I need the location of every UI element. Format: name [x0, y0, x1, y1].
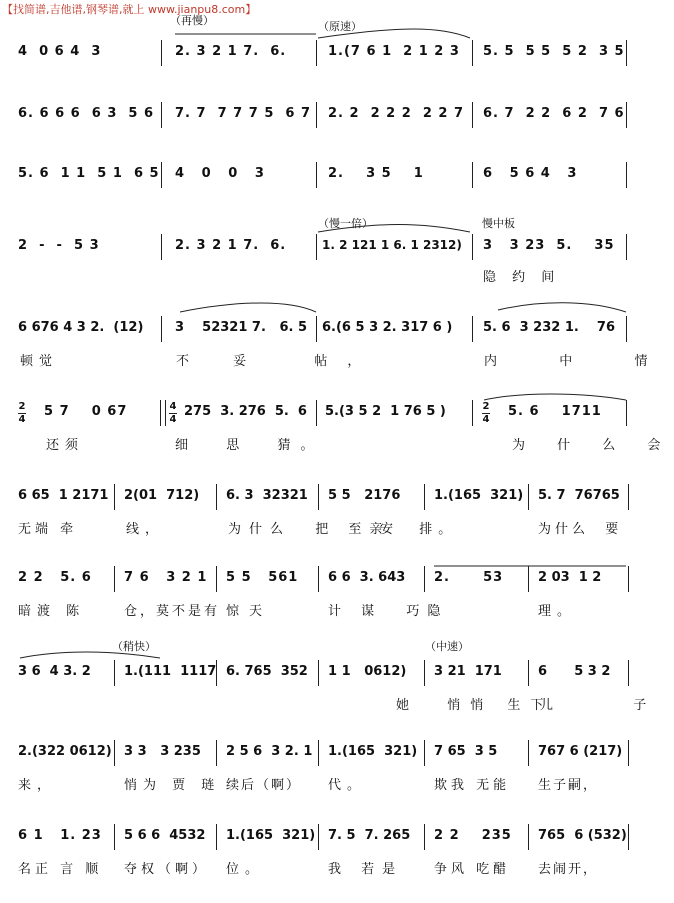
score-row-11 — [0, 828, 640, 878]
tempo-mark-half: （慢一倍） — [318, 217, 373, 230]
lyric: 位。 — [226, 862, 265, 877]
time-signature: 2 4 — [18, 401, 26, 425]
measure-4: 5. 6 3 232 1. 76 — [483, 320, 616, 335]
tempo-mark-faster: （稍快） — [112, 640, 156, 653]
measure-2: 2. 3 2 1 7. 6. — [175, 238, 287, 253]
score-row-1 — [0, 44, 640, 74]
time-signature: 2 4 — [482, 401, 490, 425]
lyric: 暗渡 陈 — [18, 604, 86, 619]
measure-4: 7. 5 7. 265 — [328, 828, 411, 843]
measure-2: 4 0 0 3 — [175, 166, 265, 181]
score-row-2 — [0, 106, 640, 136]
score-row-9 — [0, 664, 671, 714]
lyric: 仓，莫不是有 — [124, 604, 221, 619]
measure-3: 1.(165 321) — [226, 828, 316, 843]
score-row-5 — [0, 320, 666, 370]
measure-3: 5.(3 5 2 1 76 5 ) — [325, 404, 446, 419]
measure-1: 6. 6 6 6 6 3 5 6 — [18, 106, 155, 121]
lyric: 细 思 猜。 — [175, 438, 324, 453]
lyric: 顿觉 — [20, 354, 59, 369]
lyric: 理。 — [538, 604, 577, 619]
measure-4: 6 6 3. 643 — [328, 570, 406, 585]
measure-6: 767 6 (217) — [538, 744, 623, 759]
score-row-8 — [0, 570, 640, 620]
lyric: 争风 吃醋 — [434, 862, 511, 877]
site-banner: 【找简谱,吉他谱,钢琴谱,就上 www.jianpu8.com】 — [2, 3, 257, 16]
measure-6: 2 03 1 2 — [538, 570, 602, 585]
tempo-mark-medium: （中速） — [425, 640, 469, 653]
measure-5: 2 2 235 — [434, 828, 512, 843]
measure-4: 1 1 0612) — [328, 664, 407, 679]
measure-4: 5. 6 1711 — [508, 404, 602, 419]
lyric: 代。 — [328, 778, 367, 793]
measure-4: 3 3 23 5. 35 — [483, 238, 615, 253]
measure-1: 2.(322 0612) — [18, 744, 112, 759]
lyric: 隐 约 间 — [483, 270, 561, 285]
lyric: 儿 子 — [540, 698, 671, 713]
lyric: 去闹开， — [538, 862, 599, 877]
time-signature: 4 4 — [169, 401, 177, 425]
measure-4: 5. 5 5 5 5 2 3 5 — [483, 44, 625, 59]
measure-4: 6 5 6 4 3 — [483, 166, 578, 181]
measure-1: 5. 6 1 1 5 1 6 5 — [18, 166, 160, 181]
lyric: 无端 牵 — [18, 522, 78, 537]
tempo-mark-slower: （再慢） — [170, 14, 214, 27]
lyric: 安 排。 — [380, 522, 458, 537]
lyric: 内 中 情 — [484, 354, 666, 369]
measure-2: 5 6 6 4532 — [124, 828, 206, 843]
measure-3: 1. 2 121 1 6. 1 2312) — [322, 238, 462, 252]
measure-3: 2 5 6 3 2. 1 — [226, 744, 313, 759]
lyric: 名正 言 顺 — [18, 862, 103, 877]
lyric: 我 若是 — [328, 862, 404, 877]
lyric: 还须 — [46, 438, 85, 453]
lyric: 来， — [18, 778, 57, 793]
measure-1: 6 676 4 3 2. (12) — [18, 320, 144, 335]
measure-2: 275 3. 276 5. 6 — [184, 404, 307, 419]
lyric: 她 悄悄 生下 — [396, 698, 554, 713]
measure-4: 5 5 2176 — [328, 488, 401, 503]
measure-1: 2 2 5. 6 — [18, 570, 92, 585]
measure-3: 2. 3 5 1 — [328, 166, 424, 181]
measure-5: 1.(165 321) — [434, 488, 524, 503]
measure-1: 4 0 6 4 3 — [18, 44, 102, 59]
measure-2: 2. 3 2 1 7. 6. — [175, 44, 287, 59]
measure-6: 6 5 3 2 — [538, 664, 611, 679]
tempo-mark-moderato: 慢中板 — [482, 217, 515, 230]
measure-6: 765 6 (532) — [538, 828, 627, 843]
lyric: 为 什 么 会 — [512, 438, 674, 453]
lyric: 惊天 — [226, 604, 273, 619]
measure-3: 5 5 561 — [226, 570, 299, 585]
measure-5: 3 21 171 — [434, 664, 502, 679]
measure-2: 3 3 3 235 — [124, 744, 201, 759]
measure-6: 5. 7 76765 — [538, 488, 620, 503]
lyric: 续后（啊） — [226, 778, 302, 793]
score-row-6 — [0, 401, 674, 454]
measure-1: 2 - - 5 3 — [18, 238, 100, 253]
measure-4: 6. 7 2 2 6 2 7 6 — [483, 106, 625, 121]
measure-1: 5 7 0 67 — [44, 404, 128, 419]
measure-2: 1.(111 1117 — [124, 664, 217, 679]
lyric: 生子嗣， — [538, 778, 599, 793]
measure-3: 2. 2 2 2 2 2 2 7 — [328, 106, 465, 121]
lyric: 夺权（啊） — [124, 862, 210, 877]
lyric: 线， — [126, 522, 165, 537]
score-row-7 — [0, 488, 640, 538]
lyric: 欺我 无能 — [434, 778, 511, 793]
lyric: 悄为 贾 琏 — [124, 778, 221, 793]
score-row-3 — [0, 166, 640, 196]
measure-2: 7 6 3 2 1 — [124, 570, 208, 585]
lyric: 为什么 要 — [538, 522, 623, 537]
measure-1: 6 65 1 2171 — [18, 488, 109, 503]
measure-3: 6. 3 32321 — [226, 488, 308, 503]
measure-3: 6.(6 5 3 2. 317 6 ) — [322, 320, 453, 335]
lyric: 不 妥 帖， — [176, 354, 381, 369]
measure-3: 6. 765 352 — [226, 664, 308, 679]
lyric: 为什么 把 至亲 — [228, 522, 391, 537]
measure-5: 7 65 3 5 — [434, 744, 498, 759]
measure-3: 1.(7 6 1 2 1 2 3 — [328, 44, 460, 59]
tempo-mark-original: （原速） — [318, 20, 362, 33]
score-row-4 — [0, 238, 640, 288]
measure-1: 6 1 1. 23 — [18, 828, 102, 843]
measure-1: 3 6 4 3. 2 — [18, 664, 91, 679]
score-row-10 — [0, 744, 640, 794]
measure-5: 2. 53 — [434, 570, 504, 585]
lyric: 计 谋 巧隐 — [328, 604, 449, 619]
measure-2: 2(01 712) — [124, 488, 200, 503]
measure-2: 3 52321 7. 6. 5 — [175, 320, 308, 335]
measure-4: 1.(165 321) — [328, 744, 418, 759]
measure-2: 7. 7 7 7 7 5 6 7 — [175, 106, 312, 121]
